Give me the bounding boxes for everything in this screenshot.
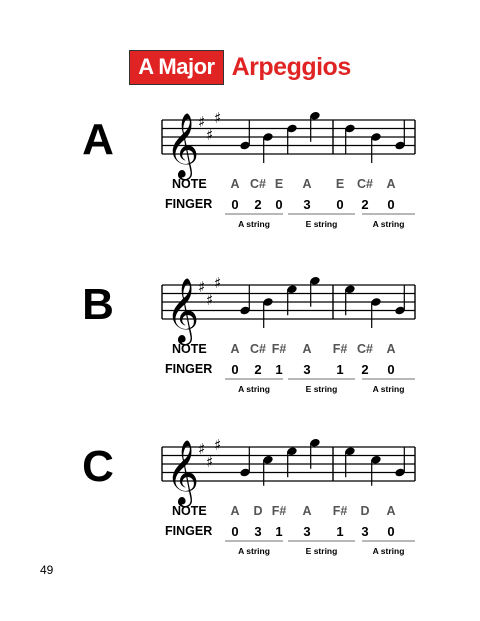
- finger-number: 0: [387, 362, 395, 377]
- note-row-label: NOTE: [172, 504, 207, 518]
- section-letter: C: [82, 442, 114, 491]
- note-name: F#: [271, 342, 287, 356]
- finger-number: 3: [361, 524, 369, 539]
- note-name: C#: [357, 342, 373, 356]
- note-name: A: [386, 177, 396, 191]
- section-letter: B: [82, 280, 114, 329]
- string-bar: [288, 378, 355, 380]
- treble-clef-icon: 𝄞: [166, 113, 200, 178]
- finger-number: 0: [231, 197, 239, 212]
- string-bar: [225, 540, 283, 542]
- note-name: E: [274, 177, 284, 191]
- note-name: A: [302, 177, 312, 191]
- page-number: 49: [40, 563, 54, 577]
- finger-number: 1: [275, 524, 283, 539]
- music-staff: [160, 265, 425, 345]
- page-title: [0, 50, 480, 85]
- note-name: F#: [332, 342, 348, 356]
- music-staff: [160, 427, 425, 507]
- string-label: A string: [372, 384, 405, 394]
- key-sharp-icon: ♯: [214, 273, 222, 292]
- title-rest: Arpeggios: [231, 53, 351, 81]
- finger-number: 0: [336, 197, 344, 212]
- string-label: A string: [372, 219, 405, 229]
- key-sharp-icon: ♯: [206, 125, 214, 144]
- finger-number: 2: [361, 197, 369, 212]
- music-staff: [160, 100, 425, 180]
- note-name: C#: [357, 177, 373, 191]
- finger-number: 3: [254, 524, 262, 539]
- note-name: A: [230, 177, 240, 191]
- note-name: E: [335, 177, 345, 191]
- string-label: A string: [238, 384, 270, 394]
- finger-number: 3: [303, 197, 311, 212]
- finger-number: 0: [231, 524, 239, 539]
- string-label: A string: [238, 546, 270, 556]
- finger-number: 0: [231, 362, 239, 377]
- treble-clef-icon: 𝄞: [166, 440, 200, 505]
- note-name: D: [360, 504, 370, 518]
- key-sharp-icon: ♯: [198, 440, 206, 458]
- note-name: A: [230, 342, 240, 356]
- string-label: E string: [305, 546, 338, 556]
- string-bar: [362, 540, 415, 542]
- key-sharp-icon: ♯: [214, 435, 222, 454]
- note-name: A: [386, 504, 396, 518]
- finger-number: 2: [361, 362, 369, 377]
- string-bar: [288, 213, 355, 215]
- note-name: C#: [250, 177, 266, 191]
- finger-number: 2: [254, 362, 262, 377]
- note-name: D: [253, 504, 263, 518]
- string-label: E string: [305, 219, 338, 229]
- section-letter: A: [82, 115, 114, 164]
- key-sharp-icon: ♯: [206, 452, 214, 471]
- finger-number: 0: [387, 524, 395, 539]
- key-sharp-icon: ♯: [214, 108, 222, 127]
- finger-number: 1: [336, 362, 344, 377]
- note-name: F#: [271, 504, 287, 518]
- note-name: A: [302, 504, 312, 518]
- title-highlight: A Major: [129, 50, 223, 85]
- note-name: C#: [250, 342, 266, 356]
- finger-number: 0: [275, 197, 283, 212]
- finger-row-label: FINGER: [165, 524, 213, 538]
- note-name: A: [230, 504, 240, 518]
- finger-number: 1: [275, 362, 283, 377]
- note-name: F#: [332, 504, 348, 518]
- finger-number: 2: [254, 197, 262, 212]
- string-bar: [225, 378, 283, 380]
- key-sharp-icon: ♯: [198, 113, 206, 131]
- note-name: A: [386, 342, 396, 356]
- note-row-label: NOTE: [172, 342, 207, 356]
- string-label: A string: [372, 546, 405, 556]
- key-sharp-icon: ♯: [206, 290, 214, 309]
- string-bar: [362, 213, 415, 215]
- string-bar: [362, 378, 415, 380]
- finger-number: 1: [336, 524, 344, 539]
- key-sharp-icon: ♯: [198, 278, 206, 296]
- note-row-label: NOTE: [172, 177, 207, 191]
- string-bar: [288, 540, 355, 542]
- string-label: E string: [305, 384, 338, 394]
- finger-number: 0: [387, 197, 395, 212]
- treble-clef-icon: 𝄞: [166, 278, 200, 343]
- string-bar: [225, 213, 283, 215]
- finger-row-label: FINGER: [165, 362, 213, 376]
- string-label: A string: [238, 219, 270, 229]
- finger-row-label: FINGER: [165, 197, 213, 211]
- note-name: A: [302, 342, 312, 356]
- finger-number: 3: [303, 362, 311, 377]
- finger-number: 3: [303, 524, 311, 539]
